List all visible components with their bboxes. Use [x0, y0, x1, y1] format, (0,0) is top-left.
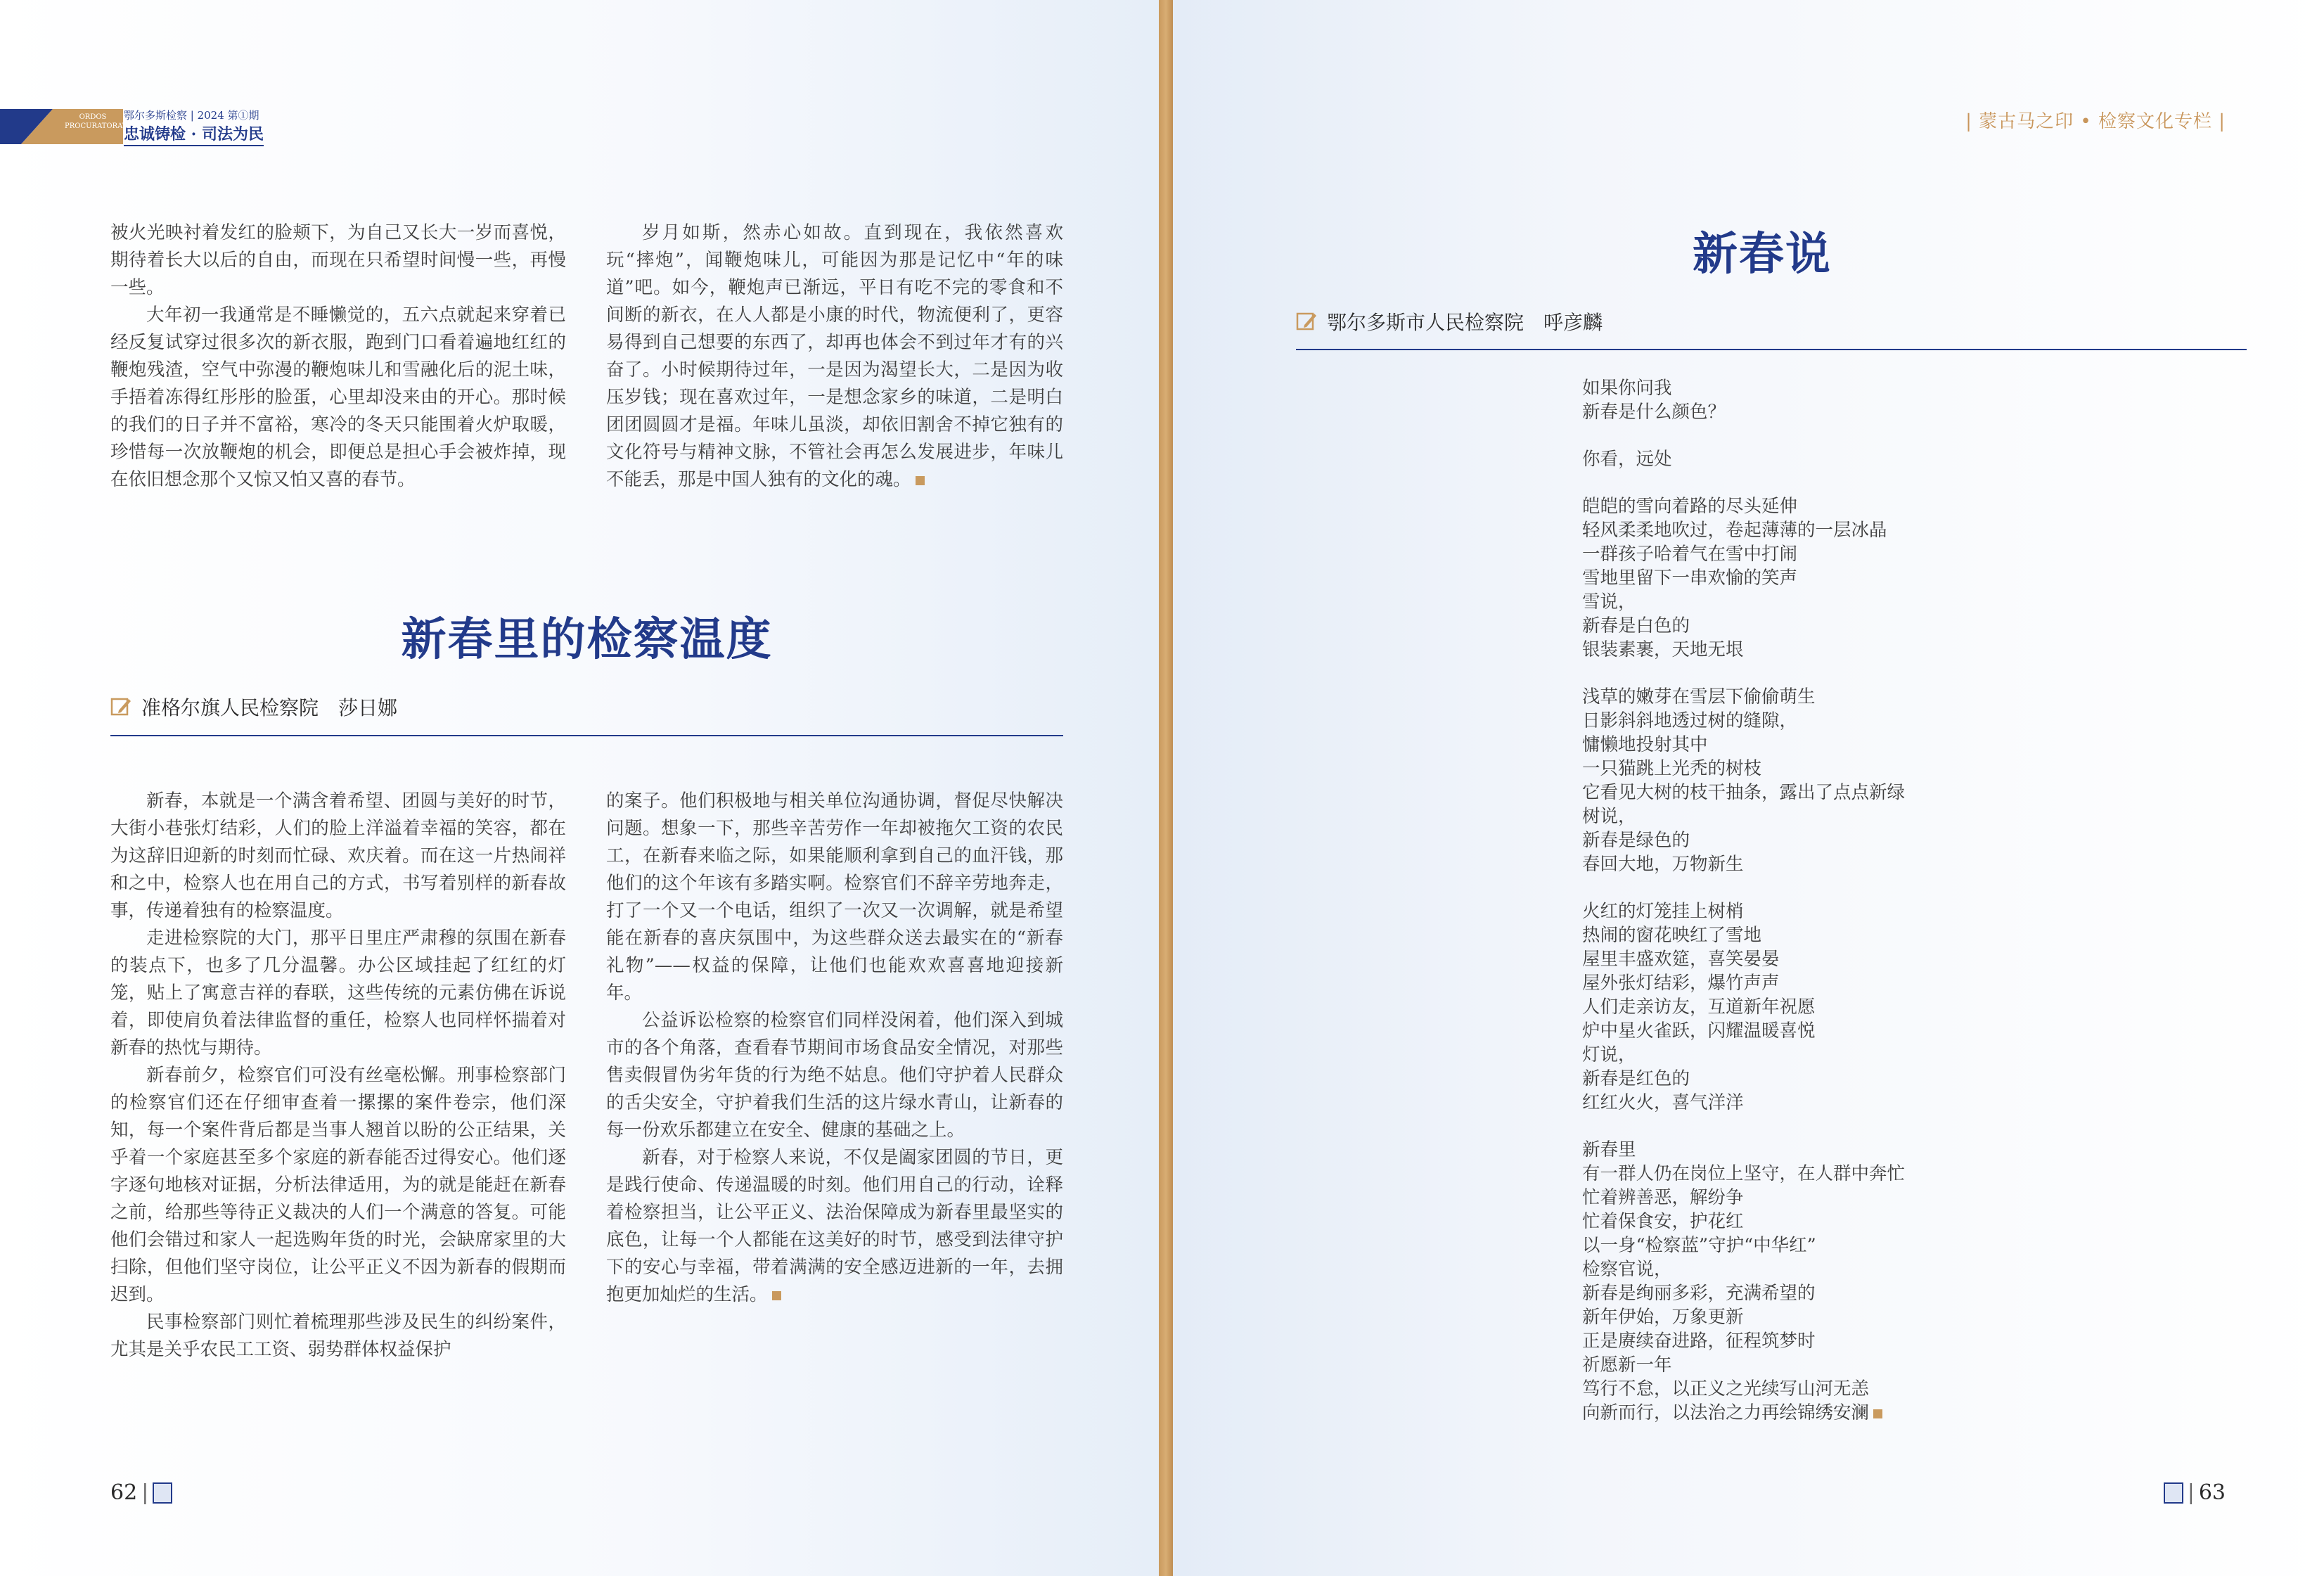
poem-line: 新年伊始，万象更新: [1582, 1307, 1744, 1328]
end-mark-icon: [772, 1291, 781, 1300]
spine-divider: [1159, 0, 1173, 1576]
poem-line: 轻风柔柔地吹过，卷起薄薄的一层冰晶: [1582, 520, 1887, 541]
paragraph: 新春，本就是一个满含着希望、团圆与美好的时节，大街小巷张灯结彩，人们的脸上洋溢着幸福的笑容，都在为这辞旧迎新的时刻而忙碌、欢庆着。而在这一片热闹祥和之中，检察人也在用自己的方式，书写着别样的新春故事，传递着独有的检察温度。: [110, 790, 566, 921]
poem-line: 新春是绚丽多彩，充满希望的: [1582, 1283, 1816, 1304]
paragraph: 公益诉讼检察的检察官们同样没闲着，他们深入到城市的各个角落，查看春节期间市场食品安全情况，对那些售卖假冒伪劣年货的行为绝不姑息。他们守护着人民群众的舌尖安全，守护着我们生活的这片绿水青山，让新春的每一份欢乐都建立在安全、健康的基础之上。: [606, 1010, 1063, 1141]
paragraph: 的案子。他们积极地与相关单位沟通协调，督促尽快解决问题。想象一下，那些辛苦劳作一年却被拖欠工资的农民工，在新春来临之际，如果能顺利拿到自己的血汗钱，那他们的这个年该有多踏实啊。检察官们不辞辛劳地奔走，打了一个又一个电话，组织了一次又一次调解，就是希望能在新春的喜庆氛围中，为这些群众送去最实在的“新春礼物”——权益的保障，让他们也能欢欢喜喜地迎接新年。: [606, 790, 1063, 1004]
poem-line: 你看，远处: [1582, 449, 1672, 470]
paragraph: 大年初一我通常是不睡懒觉的，五六点就起来穿着已经反复试穿过很多次的新衣服，跑到门口看着遍地红红的鞭炮残渣，空气中弥漫的鞭炮味儿和雪融化后的泥土味，手捂着冻得红彤彤的脸蛋，心里却没来由的开心。那时候的我们的日子并不富裕，寒冷的冬天只能围着火炉取暖，珍惜每一次放鞭炮的机会，即便总是担心手会被炸掉，现在依旧想念那个又惊又怕又喜的春节。: [110, 305, 566, 490]
poem-line: 炉中星火雀跃，闪耀温暖喜悦: [1582, 1020, 1816, 1042]
paragraph: 民事检察部门则忙着梳理那些涉及民生的纠纷案件，尤其是关乎农民工工资、弱势群体权益保护: [110, 1312, 566, 1360]
poem-stanza: [1582, 376, 2032, 424]
poem-line: 新春是绿色的: [1582, 830, 1690, 851]
byline-rule: [1296, 349, 2247, 350]
prev-article-column-2: [606, 219, 1063, 494]
poem-line: 一群孩子哈着气在雪中打闹: [1582, 544, 1798, 565]
byline-rule: [110, 735, 1063, 736]
page-number: 63: [2198, 1480, 2226, 1505]
poem-line: 慵懒地投射其中: [1582, 734, 1708, 755]
article-title: 新春里的检察温度: [401, 613, 773, 666]
left-page: [0, 0, 1159, 1576]
end-mark-icon: [916, 476, 925, 485]
poem-line: 新春是什么颜色？: [1582, 402, 1726, 423]
article-column-1: [110, 788, 566, 1364]
poem-stanza: [1582, 685, 2032, 876]
poem-line: 银装素裹，天地无垠: [1582, 639, 1744, 660]
pen-icon: [110, 696, 131, 717]
poem-line: 笃行不怠，以正义之光续写山河无恙: [1582, 1378, 1870, 1399]
magazine-logo-icon: [153, 1482, 172, 1504]
article-column-2: [606, 788, 1063, 1309]
poem-line: 灯说，: [1582, 1044, 1636, 1065]
poem-line: 热闹的窗花映红了雪地: [1582, 925, 1762, 946]
poem-line: 检察官说，: [1582, 1259, 1672, 1280]
poem-line: 日影斜斜地透过树的缝隙，: [1582, 710, 1798, 731]
poem-line: 忙着保食安，护花红: [1582, 1211, 1744, 1232]
poem-line: 向新而行，以法治之力再绘锦绣安澜: [1582, 1401, 2032, 1425]
poem-line: 雪地里留下一串欢愉的笑声: [1582, 568, 1798, 589]
author-name: 准格尔旗人民检察院 莎日娜: [141, 696, 398, 719]
poem-line: 一只猫跳上光秃的树枝: [1582, 758, 1762, 779]
poem-byline: [1296, 307, 1603, 335]
poem-title: 新春说: [1693, 228, 1832, 281]
poem-line: 如果你问我: [1582, 378, 1672, 399]
poem-line: 新春是白色的: [1582, 615, 1690, 636]
poem-stanza: [1582, 494, 2032, 662]
article-byline: [110, 693, 397, 721]
poem-line: 雪说，: [1582, 591, 1636, 613]
poem-line: 红红火火，喜气洋洋: [1582, 1092, 1744, 1113]
paragraph: 被火光映衬着发红的脸颊下，为自己又长大一岁而喜悦，期待着长大以后的自由，而现在只希望时间慢一些，再慢一些。: [110, 222, 566, 298]
magazine-logo-icon: [2164, 1482, 2183, 1504]
page-number-right: | 63: [2164, 1480, 2226, 1505]
poem-body: [1582, 376, 2032, 1448]
author-name: 鄂尔多斯市人民检察院 呼彦麟: [1327, 311, 1603, 334]
pen-icon: [1296, 311, 1317, 332]
paragraph: 走进检察院的大门，那平日里庄严肃穆的氛围在新春的装点下，也多了几分温馨。办公区域挂起了红红的灯笼，贴上了寓意吉祥的春联，这些传统的元素仿佛在诉说着，即使肩负着法律监督的重任，检察人也同样怀揣着对新春的热忱与期待。: [110, 928, 566, 1058]
paragraph: 岁月如斯，然赤心如故。直到现在，我依然喜欢玩“摔炮”，闻鞭炮味儿，可能因为那是记忆中“年的味道”吧。如今，鞭炮声已渐远，平日有吃不完的零食和不间断的新衣，在人人都是小康的时代，物流便利了，更容易得到自己想要的东西了，却再也体会不到过年才有的兴奋了。小时候期待过年，一是因为渴望长大，二是因为收压岁钱；现在喜欢过年，一是想念家乡的味道，二是明白团团圆圆才是福。年味儿虽淡，却依旧割舍不掉它独有的文化符号与精神文脉，不管社会再怎么发展进步，年味儿不能丢，那是中国人独有的文化的魂。: [606, 222, 1063, 490]
poem-line: 正是赓续奋进路，征程筑梦时: [1582, 1331, 1816, 1352]
page-number-left: 62 |: [110, 1480, 172, 1505]
poem-line: 浅草的嫩芽在雪层下偷偷萌生: [1582, 686, 1816, 707]
poem-stanza: [1582, 447, 2032, 471]
poem-line: 皑皑的雪向着路的尽头延伸: [1582, 496, 1798, 517]
column-header: | 蒙古马之印 • 检察文化专栏 |: [1965, 111, 2226, 132]
poem-line: 春回大地，万物新生: [1582, 854, 1744, 875]
poem-line: 有一群人仍在岗位上坚守，在人群中奔忙: [1582, 1163, 1906, 1184]
poem-line: 屋里丰盛欢筵，喜笑晏晏: [1582, 949, 1780, 970]
poem-line: 屋外张灯结彩，爆竹声声: [1582, 973, 1780, 994]
prev-article-column-1: [110, 219, 566, 494]
paragraph: 新春，对于检察人来说，不仅是阖家团圆的节日，更是践行使命、传递温暖的时刻。他们用自己的行动，诠释着检察担当，让公平正义、法治保障成为新春里最坚实的底色，让每一个人都能在这美好的时节，感受到法律守护下的安心与幸福，带着满满的安全感迈进新的一年，去拥抱更加灿烂的生活。: [606, 1147, 1063, 1305]
end-mark-icon: [1873, 1409, 1882, 1418]
magazine-issue: 鄂尔多斯检察 | 2024 第①期: [124, 109, 259, 122]
poem-line: 忙着辨善恶，解纷争: [1582, 1187, 1744, 1208]
magazine-motto: 忠诚铸检 · 司法为民: [124, 122, 264, 146]
poem-line: 人们走亲访友，互道新年祝愿: [1582, 997, 1816, 1018]
poem-line: 火红的灯笼挂上树梢: [1582, 901, 1744, 922]
poem-line: 以一身“检察蓝”守护“中华红”: [1582, 1235, 1816, 1256]
poem-line: 新春是红色的: [1582, 1068, 1690, 1089]
poem-stanza: [1582, 899, 2032, 1115]
header-band-text: ORDOS PROCURATORATE: [65, 113, 132, 130]
poem-line: 它看见大树的枝干抽条，露出了点点新绿: [1582, 782, 1906, 803]
page-number: 62: [110, 1480, 138, 1505]
paragraph: 新春前夕，检察官们可没有丝毫松懈。刑事检察部门的检察官们还在仔细审查着一摞摞的案件卷宗，他们深知，每一个案件背后都是当事人翘首以盼的公正结果，关乎着一个家庭甚至多个家庭的新春能否过得安心。他们逐字逐句地核对证据，分析法律适用，为的就是能赶在新春之前，给那些等待正义裁决的人们一个满意的答复。可能他们会错过和家人一起选购年货的时光，会缺席家里的大扫除，但他们坚守岗位，让公平正义不因为新春的假期而迟到。: [110, 1065, 566, 1305]
poem-line: 祈愿新一年: [1582, 1354, 1672, 1376]
poem-line: 新春里: [1582, 1139, 1636, 1160]
poem-stanza: [1582, 1138, 2032, 1425]
poem-line: 树说，: [1582, 806, 1636, 827]
